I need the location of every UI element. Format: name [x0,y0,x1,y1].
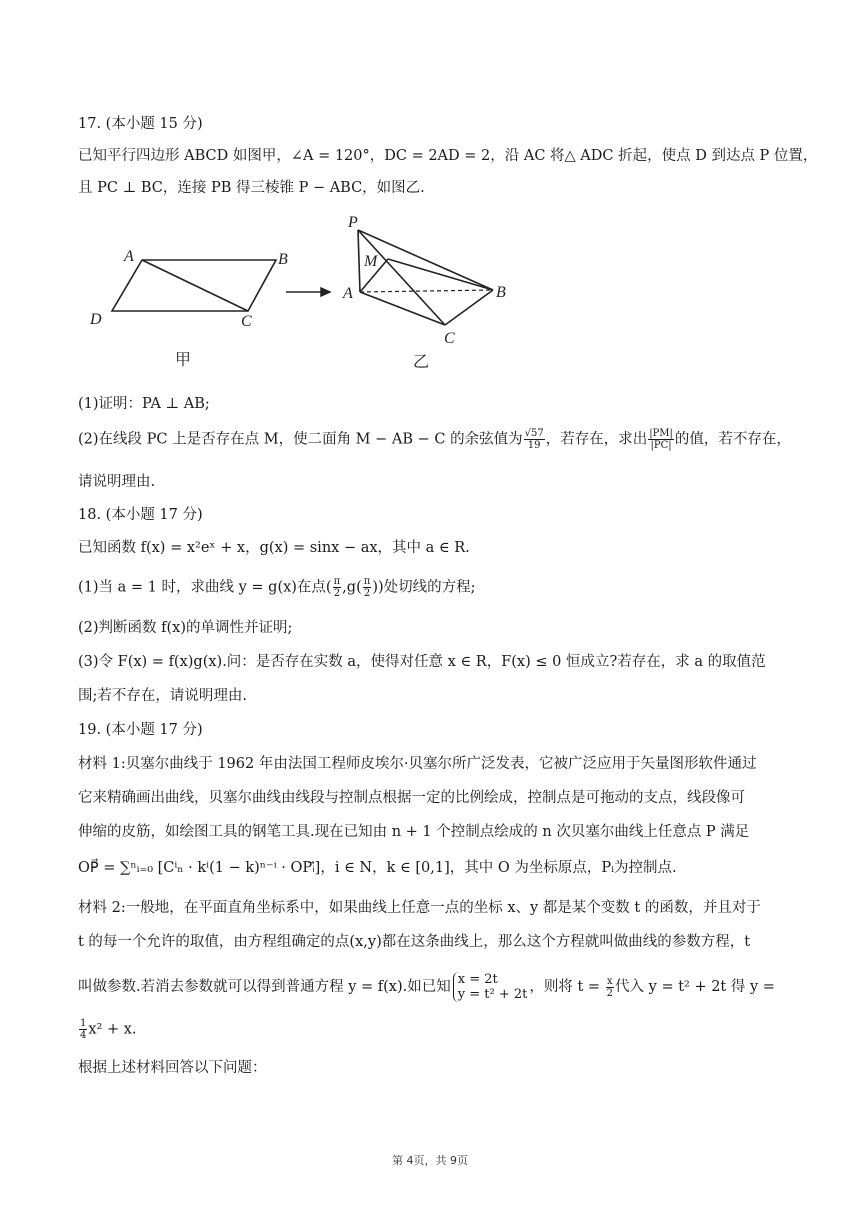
folding-diagram [78,205,558,380]
material-2-line2: t 的每一个允许的取值，由方程组确定的点(x,y)都在这条曲线上，那么这个方程就叫做曲线的参数方程，t [78,934,751,950]
label-b-left: B [278,251,288,268]
x-denominator: 2 [606,987,614,999]
label-m-right: M [364,253,378,270]
edge-bc [445,290,493,325]
pi-denominator-1: 2 [333,588,341,599]
label-b-right: B [496,284,506,301]
problem-17-stem-line2: 且 PC ⊥ BC，连接 PB 得三棱锥 P − ABC，如图乙. [78,180,425,196]
part1-text-a: (1)当 a = 1 时，求曲线 y = g(x)在点( [78,579,332,596]
problem-18-header: 18. (本小题 17 分) [78,507,203,523]
material-2-line3 [78,972,790,1002]
ratio-numerator: |PM| [649,428,673,439]
part1-text-c: ))处切线的方程; [372,579,476,596]
pi-half-fraction-2 [363,576,372,599]
problem-18-part3-line2: 围;若不存在，请说明理由. [78,688,247,704]
m2-text-a: 叫做参数.若消去参数就可以得到普通方程 y = f(x).如已知 [78,979,451,995]
material-2-line1: 材料 2:一般地，在平面直角坐标系中，如果曲线上任意一点的坐标 x、y 都是某个变数 t 的函数，并且对于 [78,900,761,916]
part2-text-a: (2)在线段 PC 上是否存在点 M，使二面角 M − AB − C 的余弦值为 [78,431,523,448]
edge-ac [360,292,445,325]
problem-17-stem-line1: 已知平行四边形 ABCD 如图甲，∠A = 120°，DC = 2AD = 2，沿 AC 将△ ADC 折起，使点 D 到达点 P 位置， [78,148,818,164]
problem-18-part2: (2)判断函数 f(x)的单调性并证明; [78,620,293,636]
cosine-denominator: 19 [527,440,541,451]
m2-text-b: ，则将 t = [529,979,605,995]
closing-prompt: 根据上述材料回答以下问题： [78,1060,267,1076]
problem-17-part1: (1)证明：PA ⊥ AB; [78,396,210,412]
edge-mb [388,259,493,290]
edge-pc [358,230,445,325]
pi-numerator-2: π [363,576,371,587]
part1-text-b: ,g( [342,579,362,596]
x-numerator: x [607,975,613,987]
material-1-formula: OP⃗ = ∑ⁿᵢ₌₀ [Cⁱₙ · kⁱ(1 − k)ⁿ⁻ⁱ · OPᵢ⃗]，i ∈ N，k ∈ [0,1]，其中 O 为坐标原点，Pᵢ为控制点. [78,860,677,876]
problem-17-figure [78,205,558,380]
material-1-line2: 它来精确画出曲线，贝塞尔曲线由线段与控制点根据一定的比例绘成，控制点是可拖动的支点，线段像可 [78,790,745,806]
material-1-line3: 伸缩的皮筋，如绘图工具的钢笔工具.现在已知由 n + 1 个控制点绘成的 n 次贝塞尔曲线上任意点 P 满足 [78,824,750,840]
pi-half-fraction-1 [333,576,342,599]
label-c-right: C [444,330,455,347]
arrow-icon [286,288,330,296]
material-2-line4 [78,1018,790,1041]
problem-17-part2-line1 [78,428,790,451]
pi-denominator-2: 2 [363,588,371,599]
ratio-denominator: |PC| [650,440,672,451]
problem-18-stem: 已知函数 f(x) = x²eˣ + x，g(x) = sinx − ax，其中 a ∈ R. [78,540,470,556]
label-p-right: P [348,214,358,231]
caption-yi: 乙 [413,352,430,371]
label-c-left: C [241,313,252,330]
edge-ab-hidden [360,290,493,292]
quarter-fraction [79,1018,87,1041]
system-eq-x: x = 2t [457,972,498,987]
m2-line4-text: x² + x. [88,1021,137,1038]
cosine-numerator: √57 [524,428,544,439]
problem-17-header: 17. (本小题 15 分) [78,116,203,132]
problem-18-part3-line1: (3)令 F(x) = f(x)g(x).问：是否存在实数 a，使得对任意 x ∈ R，F(x) ≤ 0 恒成立?若存在，求 a 的取值范 [78,654,766,670]
pi-numerator-1: π [333,576,341,587]
problem-19-header: 19. (本小题 17 分) [78,722,203,738]
diagonal-ac [142,260,248,311]
page-footer: 第 4页，共 9页 [392,1154,468,1167]
caption-jia: 甲 [175,350,192,369]
figure-jia [112,260,276,311]
problem-17-part2-line2: 请说明理由. [78,474,156,490]
part2-text-c: 的值，若不存在， [674,431,791,448]
m2-text-c: 代入 y = t² + 2t 得 y = [615,979,775,995]
label-a-left: A [124,248,134,265]
ratio-fraction [648,428,674,451]
label-a-right: A [343,285,353,302]
material-1-line1: 材料 1:贝塞尔曲线于 1962 年由法国工程师皮埃尔·贝塞尔所广泛发表，它被广泛应用于矢量图形软件通过 [78,756,757,772]
problem-18-part1 [78,576,790,599]
label-d-left: D [90,311,102,328]
x-half-fraction [606,976,614,999]
edge-pa [358,230,360,292]
figure-yi [358,230,493,325]
system-eq-y: y = t² + 2t [457,987,528,1002]
quarter-denominator: 4 [80,1030,87,1041]
edge-pb [358,230,493,290]
parametric-system [453,972,528,1002]
cosine-fraction [524,428,545,451]
part2-text-b: ，若存在，求出 [545,431,648,448]
quarter-numerator: 1 [80,1018,87,1029]
